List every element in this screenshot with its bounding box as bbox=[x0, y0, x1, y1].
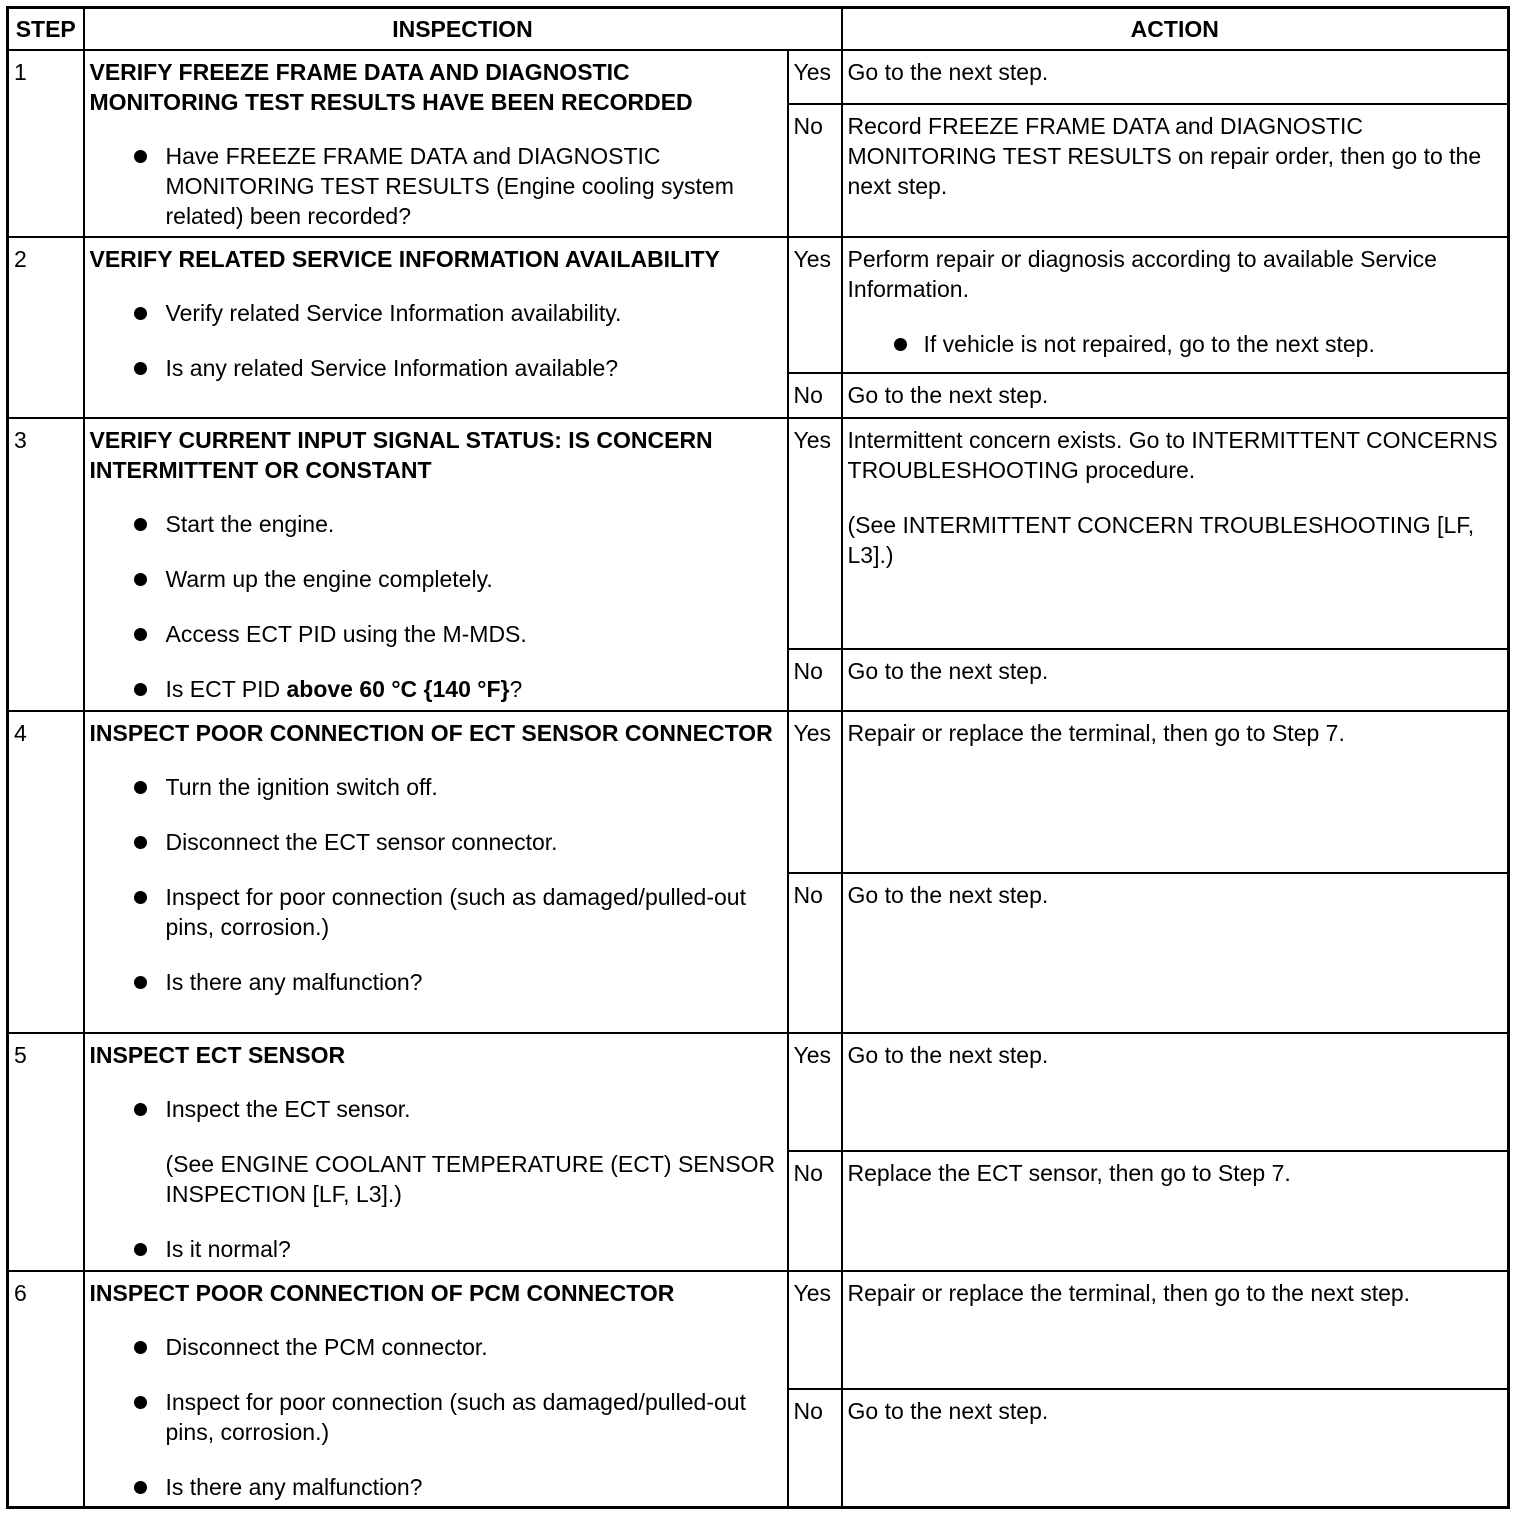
inspection-cell bbox=[84, 1033, 788, 1271]
inspection-bullet: Access ECT PID using the M-MDS. bbox=[90, 619, 782, 649]
threshold-value: above 60 °C {140 °F} bbox=[286, 675, 510, 702]
yes-action: Perform repair or diagnosis according to available Service Information. bbox=[847, 245, 1437, 302]
step-number: 2 bbox=[8, 237, 84, 418]
yes-label: Yes bbox=[788, 711, 842, 873]
inspection-bullet: Is there any malfunction? bbox=[90, 1472, 782, 1502]
yes-action: Go to the next step. bbox=[842, 1033, 1509, 1151]
diagnostic-procedure-table bbox=[6, 6, 1510, 1509]
no-action: Record FREEZE FRAME DATA and DIAGNOSTIC MONITORING TEST RESULTS on repair order, then go to the next step. bbox=[842, 104, 1509, 237]
step-title: VERIFY CURRENT INPUT SIGNAL STATUS: IS CONCERN INTERMITTENT OR CONSTANT bbox=[89, 426, 713, 483]
inspection-bullet: Verify related Service Information availability. bbox=[90, 298, 782, 328]
header-step: STEP bbox=[8, 8, 84, 50]
inspection-cell bbox=[84, 1271, 788, 1508]
inspection-cell bbox=[84, 237, 788, 418]
inspection-bullet: Have FREEZE FRAME DATA and DIAGNOSTIC MONITORING TEST RESULTS (Engine cooling system related) been recorded? bbox=[90, 141, 782, 231]
inspection-bullet: Is any related Service Information available? bbox=[90, 353, 782, 383]
bullet-prefix: Is ECT PID bbox=[165, 675, 287, 702]
inspection-cell bbox=[84, 711, 788, 1033]
step-title: INSPECT POOR CONNECTION OF ECT SENSOR CONNECTOR bbox=[89, 719, 773, 746]
no-action: Go to the next step. bbox=[842, 873, 1509, 1033]
no-label: No bbox=[788, 104, 842, 237]
yes-label: Yes bbox=[788, 1033, 842, 1151]
step-title: INSPECT ECT SENSOR bbox=[89, 1041, 346, 1068]
step-title: INSPECT POOR CONNECTION OF PCM CONNECTOR bbox=[89, 1279, 675, 1306]
yes-label: Yes bbox=[788, 50, 842, 104]
no-label: No bbox=[788, 373, 842, 418]
no-action: Go to the next step. bbox=[842, 649, 1509, 711]
yes-action-cell bbox=[842, 418, 1509, 649]
inspection-bullet: Disconnect the PCM connector. bbox=[90, 1332, 782, 1362]
inspection-reference: (See ENGINE COOLANT TEMPERATURE (ECT) SENSOR INSPECTION [LF, L3].) bbox=[165, 1150, 776, 1207]
inspection-bullet bbox=[90, 674, 782, 704]
header-row bbox=[8, 8, 1509, 50]
no-label: No bbox=[788, 1389, 842, 1508]
no-label: No bbox=[788, 873, 842, 1033]
yes-action-cell bbox=[842, 237, 1509, 373]
inspection-bullet: Inspect for poor connection (such as damaged/pulled-out pins, corrosion.) bbox=[90, 1387, 782, 1447]
yes-action: Intermittent concern exists. Go to INTERMITTENT CONCERNS TROUBLESHOOTING procedure. bbox=[847, 426, 1498, 483]
table-row bbox=[8, 50, 1509, 104]
action-bullet: If vehicle is not repaired, go to the next step. bbox=[848, 329, 1503, 359]
step-number: 3 bbox=[8, 418, 84, 711]
step-title: VERIFY RELATED SERVICE INFORMATION AVAILABILITY bbox=[89, 245, 720, 272]
table-row bbox=[8, 711, 1509, 873]
inspection-bullet: Is there any malfunction? bbox=[90, 967, 782, 997]
no-label: No bbox=[788, 649, 842, 711]
yes-action: Repair or replace the terminal, then go to Step 7. bbox=[842, 711, 1509, 873]
inspection-bullet: Warm up the engine completely. bbox=[90, 564, 782, 594]
header-inspection: INSPECTION bbox=[84, 8, 842, 50]
table-row bbox=[8, 237, 1509, 373]
inspection-bullet: Start the engine. bbox=[90, 509, 782, 539]
no-action: Replace the ECT sensor, then go to Step 7. bbox=[842, 1151, 1509, 1271]
yes-label: Yes bbox=[788, 237, 842, 373]
no-action: Go to the next step. bbox=[842, 373, 1509, 418]
no-label: No bbox=[788, 1151, 842, 1271]
yes-label: Yes bbox=[788, 418, 842, 649]
inspection-bullet: Inspect the ECT sensor. bbox=[90, 1094, 782, 1124]
yes-action: Repair or replace the terminal, then go to the next step. bbox=[842, 1271, 1509, 1389]
inspection-bullet: Inspect for poor connection (such as damaged/pulled-out pins, corrosion.) bbox=[90, 882, 782, 942]
inspection-bullet: Turn the ignition switch off. bbox=[90, 772, 782, 802]
step-number: 4 bbox=[8, 711, 84, 1033]
step-number: 6 bbox=[8, 1271, 84, 1508]
inspection-cell bbox=[84, 50, 788, 237]
table-row bbox=[8, 1033, 1509, 1151]
inspection-cell bbox=[84, 418, 788, 711]
table-row bbox=[8, 418, 1509, 649]
header-action: ACTION bbox=[842, 8, 1509, 50]
inspection-bullet: Is it normal? bbox=[90, 1234, 782, 1264]
yes-action-reference: (See INTERMITTENT CONCERN TROUBLESHOOTING [LF, L3].) bbox=[847, 511, 1475, 568]
table-row bbox=[8, 1271, 1509, 1389]
step-number: 1 bbox=[8, 50, 84, 237]
step-number: 5 bbox=[8, 1033, 84, 1271]
no-action: Go to the next step. bbox=[842, 1389, 1509, 1508]
step-title: VERIFY FREEZE FRAME DATA AND DIAGNOSTIC MONITORING TEST RESULTS HAVE BEEN RECORDED bbox=[89, 58, 693, 115]
yes-label: Yes bbox=[788, 1271, 842, 1389]
yes-action: Go to the next step. bbox=[842, 50, 1509, 104]
inspection-bullet: Disconnect the ECT sensor connector. bbox=[90, 827, 782, 857]
bullet-suffix: ? bbox=[509, 675, 523, 702]
